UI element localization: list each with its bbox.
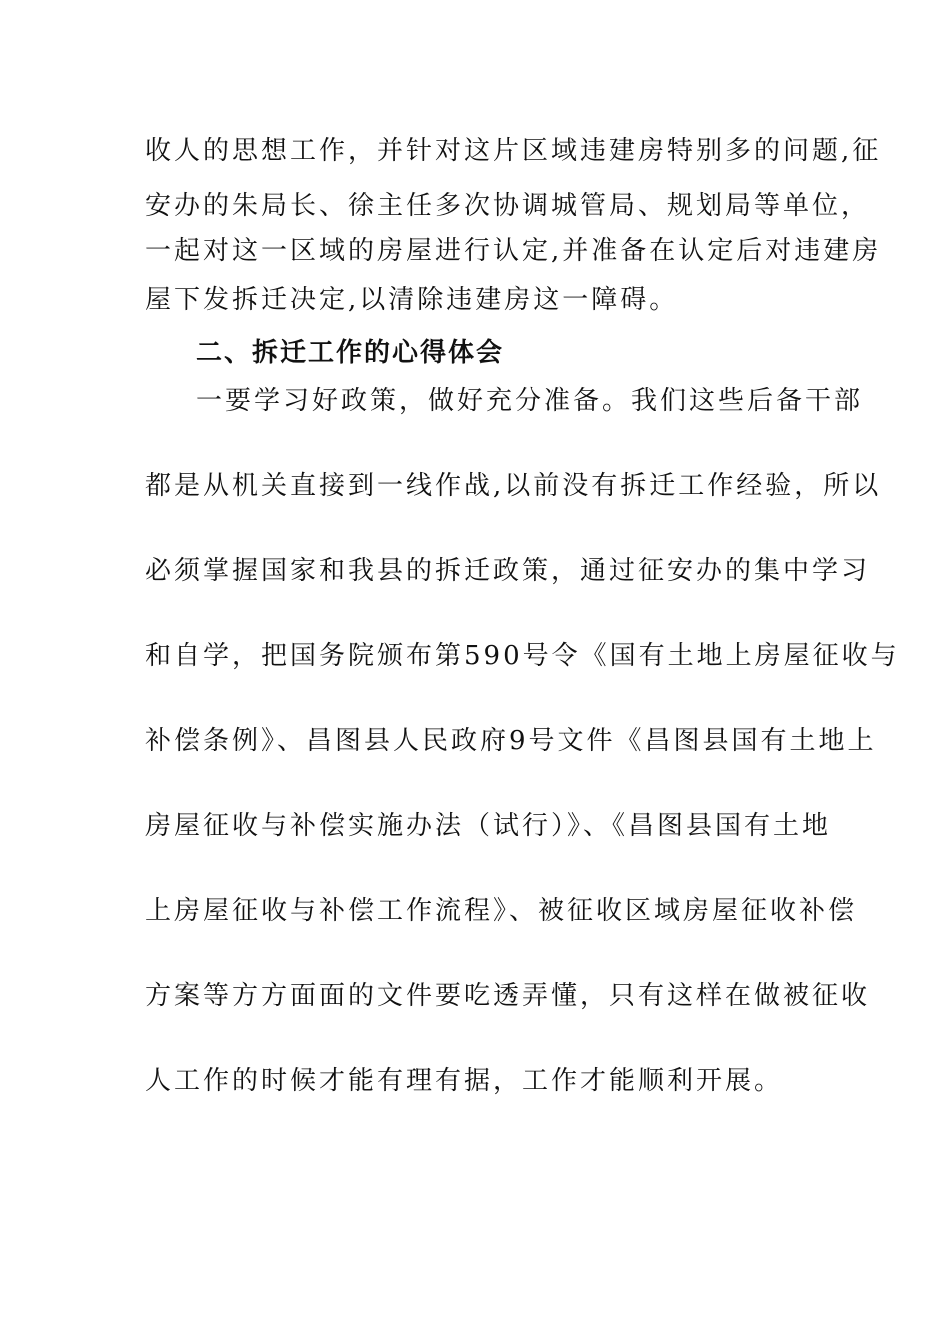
paragraph-line-9: 和自学，把国务院颁布第590号令《国有土地上房屋征收与 xyxy=(145,641,900,671)
paragraph-line-8: 必须掌握国家和我县的拆迁政策，通过征安办的集中学习 xyxy=(145,556,871,586)
section-heading: 二、拆迁工作的心得体会 xyxy=(196,338,505,368)
paragraph-line-11: 房屋征收与补偿实施办法（试行）》、《昌图县国有土地 xyxy=(145,811,832,841)
paragraph-line-2: 安办的朱局长、徐主任多次协调城管局、规划局等单位， xyxy=(145,191,871,221)
paragraph-line-12: 上房屋征收与补偿工作流程》、被征收区域房屋征收补偿 xyxy=(145,896,858,926)
paragraph-line-3: 一起对这一区域的房屋进行认定,并准备在认定后对违建房 xyxy=(145,236,882,266)
paragraph-line-13: 方案等方方面面的文件要吃透弄懂，只有这样在做被征收 xyxy=(145,981,871,1011)
paragraph-line-7: 都是从机关直接到一线作战,以前没有拆迁工作经验，所以 xyxy=(145,471,882,501)
paragraph-line-6: 一要学习好政策，做好充分准备。我们这些后备干部 xyxy=(196,386,864,416)
paragraph-line-1: 收人的思想工作，并针对这片区域违建房特别多的问题,征 xyxy=(145,136,882,166)
paragraph-line-10: 补偿条例》、昌图县人民政府9号文件《昌图县国有土地上 xyxy=(145,726,877,756)
paragraph-line-4: 屋下发拆迁决定,以清除违建房这一障碍。 xyxy=(145,285,679,315)
paragraph-line-14: 人工作的时候才能有理有据，工作才能顺利开展。 xyxy=(145,1066,784,1096)
